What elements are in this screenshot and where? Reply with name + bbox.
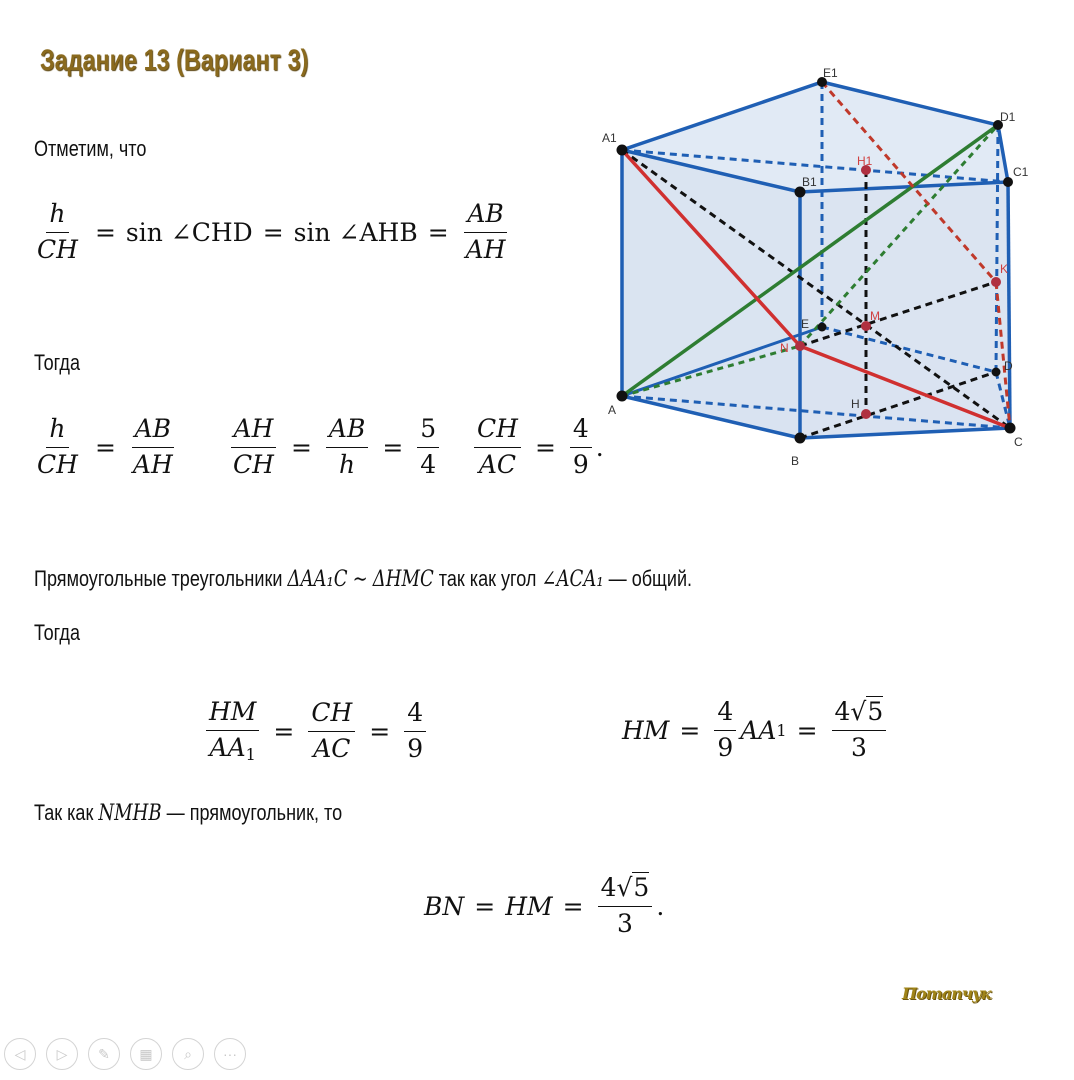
prism-figure: [598, 66, 1048, 476]
more-icon[interactable]: ···: [214, 1038, 246, 1070]
slides-icon[interactable]: ▦: [130, 1038, 162, 1070]
svg-text:B1: B1: [802, 175, 817, 189]
svg-text:E: E: [801, 317, 810, 331]
author-signature: Потапчук: [902, 984, 991, 1003]
formula-hm-value: HM = $\frac{4}{9}$ AA 1 = $\frac{4√5}{3}$: [622, 698, 890, 763]
svg-text:H1: H1: [857, 154, 873, 168]
note-text: Отметим, что: [34, 136, 147, 161]
prev-icon[interactable]: ◁: [4, 1038, 36, 1070]
svg-text:C1: C1: [1013, 165, 1029, 179]
svg-text:A: A: [608, 403, 617, 417]
svg-text:H: H: [851, 397, 860, 411]
formula-ratio-2: $\frac{AH}{CH}$ = $\frac{AB}{h}$ = $\frac{5}{4}$: [226, 415, 443, 480]
then-text-1: Тогда: [34, 350, 80, 375]
slide-navigation: [4, 1038, 246, 1070]
formula-bn: BN = HM = $\frac{4√5}{3}$ .: [424, 873, 665, 938]
formula-hm-ratio: $\frac{HM}{AA_1}$ = $\frac{CH}{AC}$ = $\frac{4}{9}$: [202, 698, 430, 764]
svg-text:E1: E1: [823, 66, 838, 80]
svg-text:C: C: [1014, 435, 1023, 449]
next-icon[interactable]: ▷: [46, 1038, 78, 1070]
formula-ratio-1: $\frac{h}{CH}$ = $\frac{AB}{AH}$: [37, 414, 173, 479]
svg-text:B: B: [791, 454, 800, 468]
svg-text:K: K: [1000, 262, 1009, 276]
svg-text:D: D: [1004, 359, 1013, 373]
svg-text:M: M: [870, 309, 880, 323]
similar-triangles-text: Прямоугольные треугольники ΔAA₁C ∼ ΔHMC так как угол ∠ACA₁ — общий.: [34, 566, 693, 592]
svg-text:N: N: [780, 341, 789, 355]
svg-text:D1: D1: [1000, 110, 1016, 124]
pen-icon[interactable]: ✎: [88, 1038, 120, 1070]
svg-text:A1: A1: [602, 131, 617, 145]
zoom-icon[interactable]: ⌕: [172, 1038, 204, 1070]
formula-ratio-3: $\frac{CH}{AC}$ = $\frac{4}{9}$ .: [470, 415, 604, 480]
then-text-2: Тогда: [34, 620, 80, 645]
since-text: Так как NMHB — прямоугольник, то: [34, 800, 343, 826]
formula-sin-ratio: $\frac{h}{CH}$ = sin ∠CHD = sin ∠AHB = $\frac{AB}{AH}$: [37, 199, 506, 264]
page-title: Задание 13 (Вариант 3): [40, 44, 309, 77]
